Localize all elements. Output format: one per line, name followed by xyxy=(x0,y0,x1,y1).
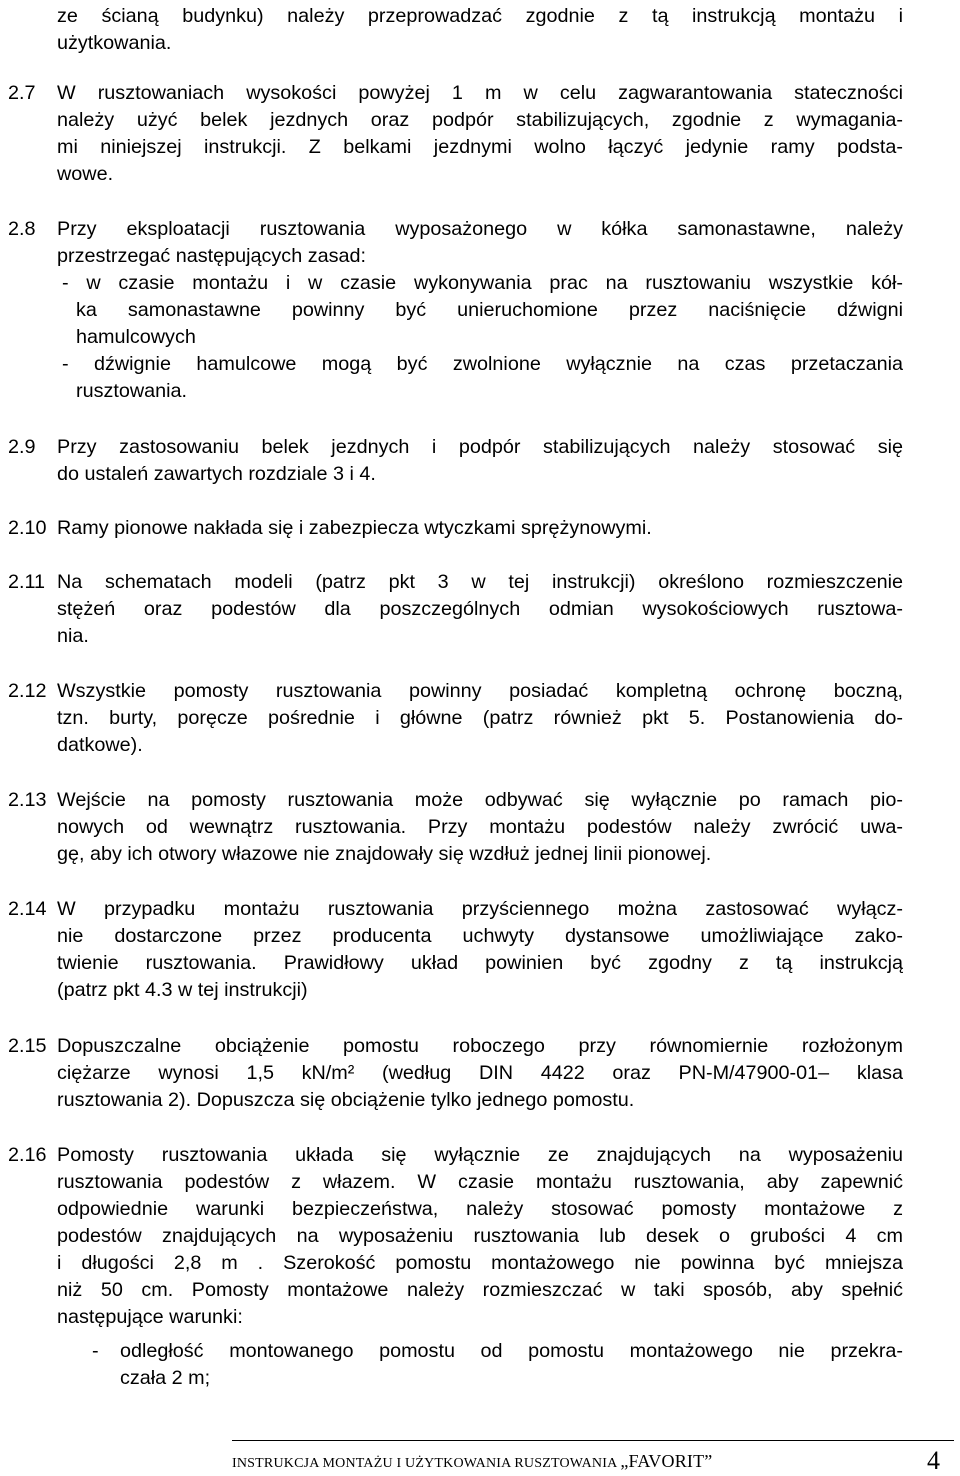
text-line: W rusztowaniach wysokości powyżej 1 m w celu zagwarantowania stateczności xyxy=(57,82,903,104)
text-line: odległość montowanego pomostu od pomostu montażowego nie przekra- xyxy=(120,1340,903,1362)
text-line: nowych od wewnątrz rusztowania. Przy montażu podestów należy zwrócić uwa- xyxy=(57,816,903,838)
text-line: odpowiednie warunki bezpieczeństwa, należy stosować pomosty montażowe z xyxy=(57,1198,903,1220)
footer-quote-open: „ xyxy=(620,1451,629,1471)
section-number: 2.7 xyxy=(8,82,36,104)
dash-marker: - xyxy=(92,1340,99,1362)
section-number: 2.8 xyxy=(8,218,36,240)
text-line: ka samonastawne powinny być unieruchomione przez naciśnięcie dźwigni xyxy=(76,299,903,321)
section-number: 2.10 xyxy=(8,517,47,539)
text-line: - dźwignie hamulcowe mogą być zwolnione wyłącznie na czas przetaczania xyxy=(62,353,903,375)
text-line: Przy eksploatacji rusztowania wyposażonego w kółka samonastawne, należy xyxy=(57,218,903,240)
text-line: stężeń oraz podestów dla poszczególnych odmian wysokościowych rusztowa- xyxy=(57,598,903,620)
text-line: Przy zastosowaniu belek jezdnych i podpór stabilizujących należy stosować się xyxy=(57,436,903,458)
text-line: tzn. burty, poręcze pośrednie i główne (patrz również pkt 5. Postanowienia do- xyxy=(57,707,903,729)
text-line: użytkowania. xyxy=(57,32,172,54)
text-line: i długości 2,8 m . Szerokość pomostu montażowego nie powinna być mniejsza xyxy=(57,1252,903,1274)
text-line: (patrz pkt 4.3 w tej instrukcji) xyxy=(57,979,308,1001)
text-line: datkowe). xyxy=(57,734,143,756)
text-line: hamulcowych xyxy=(76,326,196,348)
text-line: rusztowania. xyxy=(76,380,188,402)
text-line: ze ścianą budynku) należy przeprowadzać zgodnie z tą instrukcją montażu i xyxy=(57,5,903,27)
section-number: 2.16 xyxy=(8,1144,47,1166)
text-line: gę, aby ich otwory włazowe nie znajdowały się wzdłuż jednej linii pionowej. xyxy=(57,843,712,865)
text-line: rusztowania podestów z włazem. W czasie montażu rusztowania, aby zapewnić xyxy=(57,1171,903,1193)
footer-quote-close: ” xyxy=(704,1451,713,1471)
text-line: ciężarze wynosi 1,5 kN/m² (według DIN 4422 oraz PN-M/47900-01– klasa xyxy=(57,1062,903,1084)
text-line: należy użyć belek jezdnych oraz podpór stabilizujących, zgodnie z wymagania- xyxy=(57,109,903,131)
text-line: - w czasie montażu i w czasie wykonywania prac na rusztowaniu wszystkie kół- xyxy=(62,272,903,294)
text-line: twienie rusztowania. Prawidłowy układ powinien być zgodny z tą instrukcją xyxy=(57,952,903,974)
text-line: rusztowania 2). Dopuszcza się obciążenie tylko jednego pomostu. xyxy=(57,1089,635,1111)
text-line: Dopuszczalne obciążenie pomostu roboczego przy równomiernie rozłożonym xyxy=(57,1035,903,1057)
bullet-item xyxy=(62,270,903,351)
text-line: W przypadku montażu rusztowania przyściennego można zastosować wyłącz- xyxy=(57,898,903,920)
text-line: Wejście na pomosty rusztowania może odbywać się wyłącznie po ramach pio- xyxy=(57,789,903,811)
text-line: podestów znajdujących na wyposażeniu rusztowania lub desek o grubości 4 cm xyxy=(57,1225,903,1247)
text-line: mi niniejszej instrukcji. Z belkami jezdnymi wolno łączyć jedynie ramy podsta- xyxy=(57,136,903,158)
text-line: przestrzegać następujących zasad: xyxy=(57,245,366,267)
page-number: 4 xyxy=(927,1446,940,1475)
section-number: 2.13 xyxy=(8,789,47,811)
section-number: 2.11 xyxy=(8,571,46,593)
text-line: niż 50 cm. Pomosty montażowe należy rozmieszczać w taki sposób, aby spełnić xyxy=(57,1279,903,1301)
text-line: Wszystkie pomosty rusztowania powinny posiadać kompletną ochronę boczną, xyxy=(57,680,903,702)
section-number: 2.15 xyxy=(8,1035,47,1057)
section-number: 2.9 xyxy=(8,436,36,458)
text-line: czała 2 m; xyxy=(120,1367,211,1389)
footer-rule xyxy=(232,1440,954,1441)
text-line: Ramy pionowe nakłada się i zabezpiecza wtyczkami sprężynowymi. xyxy=(57,517,652,539)
bullet-item xyxy=(62,351,903,405)
text-line: następujące warunki: xyxy=(57,1306,243,1328)
footer-title xyxy=(232,1451,713,1474)
section-number: 2.12 xyxy=(8,680,47,702)
text-line: nia. xyxy=(57,625,89,647)
text-line: Na schematach modeli (patrz pkt 3 w tej instrukcji) określono rozmieszczenie xyxy=(57,571,903,593)
text-line: nie dostarczone przez producenta uchwyty dystansowe umożliwiające zako- xyxy=(57,925,903,947)
section-number: 2.14 xyxy=(8,898,47,920)
footer-product-name: FAVORIT xyxy=(628,1451,705,1471)
text-line: Pomosty rusztowania układa się wyłącznie ze znajdujących na wyposażeniu xyxy=(57,1144,903,1166)
text-line: do ustaleń zawartych rozdziale 3 i 4. xyxy=(57,463,376,485)
footer-title-text: INSTRUKCJA MONTAŻU I UŻYTKOWANIA RUSZTOWANIA xyxy=(232,1456,621,1471)
text-line: wowe. xyxy=(57,163,114,185)
